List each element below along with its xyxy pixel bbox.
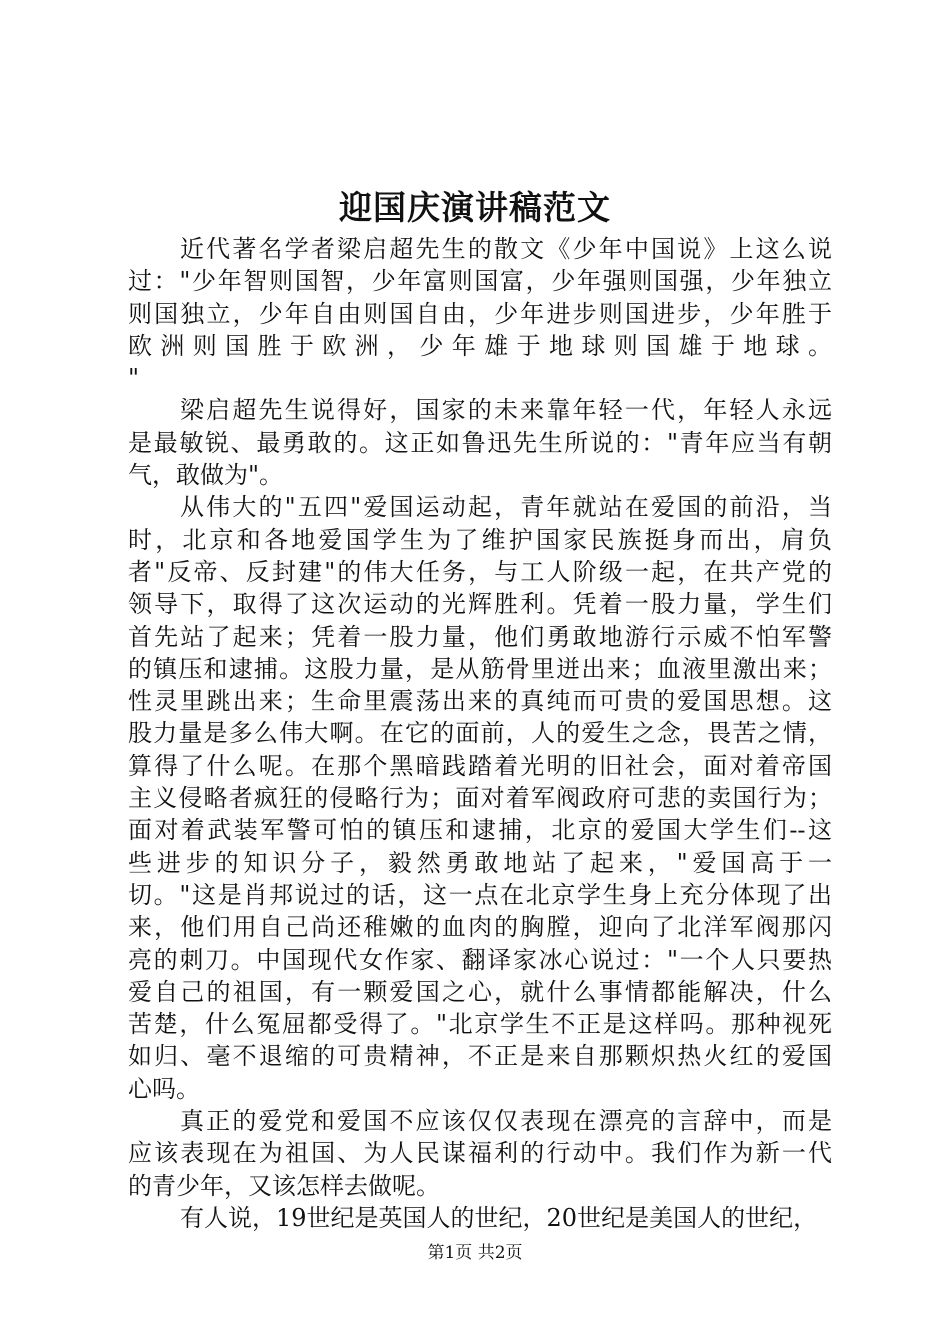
paragraph-line: 梁启超先生说得好，国家的未来靠年轻一代，年轻人永远 bbox=[180, 396, 832, 425]
paragraph-line: 些进步的知识分子，毅然勇敢地站了起来，"爱国高于一 bbox=[128, 848, 832, 877]
paragraph-line: 则国独立，少年自由则国自由，少年进步则国进步，少年胜于 bbox=[128, 299, 832, 328]
paragraph-line: 算得了什么呢。在那个黑暗践踏着光明的旧社会，面对着帝国 bbox=[128, 751, 832, 780]
paragraph-line: 来，他们用自己尚还稚嫩的血肉的胸膛，迎向了北洋军阀那闪 bbox=[128, 913, 832, 942]
paragraph-line: 真正的爱党和爱国不应该仅仅表现在漂亮的言辞中，而是 bbox=[180, 1107, 832, 1136]
paragraph-line: 首先站了起来；凭着一股力量，他们勇敢地游行示威不怕军警 bbox=[128, 622, 832, 651]
paragraph-line: 时，北京和各地爱国学生为了维护国家民族挺身而出，肩负 bbox=[128, 525, 832, 554]
paragraph-line: 苦楚，什么冤屈都受得了。"北京学生不正是这样吗。那种视死 bbox=[128, 1010, 832, 1039]
paragraph-line: " bbox=[128, 364, 140, 393]
paragraph-line: 气，敢做为"。 bbox=[128, 461, 284, 490]
paragraph-line: 者"反帝、反封建"的伟大任务，与工人阶级一起，在共产党的 bbox=[128, 557, 832, 586]
paragraph-line: 爱自己的祖国，有一颗爱国之心，就什么事情都能解决，什么 bbox=[128, 977, 832, 1006]
paragraph-line: 领导下，取得了这次运动的光辉胜利。凭着一股力量，学生们 bbox=[128, 590, 832, 619]
paragraph-line: 面对着武装军警可怕的镇压和逮捕，北京的爱国大学生们--这 bbox=[128, 816, 832, 845]
paragraph-line: 性灵里跳出来；生命里震荡出来的真纯而可贵的爱国思想。这 bbox=[128, 687, 832, 716]
paragraph-line: 过："少年智则国智，少年富则国富，少年强则国强，少年独立 bbox=[128, 267, 832, 296]
paragraph-line: 近代著名学者梁启超先生的散文《少年中国说》上这么说 bbox=[180, 235, 832, 263]
page-footer: 第1页 共2页 bbox=[427, 1243, 523, 1263]
paragraph-line: 从伟大的"五四"爱国运动起，青年就站在爱国的前沿，当 bbox=[180, 493, 832, 522]
paragraph-line: 的镇压和逮捕。这股力量，是从筋骨里迸出来；血液里激出来； bbox=[128, 654, 832, 683]
paragraph bbox=[128, 233, 832, 394]
paragraph-line: 有人说，19世纪是英国人的世纪，20世纪是美国人的世纪， bbox=[180, 1203, 818, 1232]
paragraph-line: 应该表现在为祖国、为人民谋福利的行动中。我们作为新一代 bbox=[128, 1139, 832, 1168]
paragraph bbox=[128, 1105, 832, 1202]
paragraph-line: 欧洲则国胜于欧洲，少年雄于地球则国雄于地球。 bbox=[128, 331, 832, 360]
paragraph-line: 亮的刺刀。中国现代女作家、翻译家冰心说过："一个人只要热 bbox=[128, 945, 832, 974]
paragraph-line: 股力量是多么伟大啊。在它的面前，人的爱生之念，畏苦之情， bbox=[128, 719, 832, 748]
paragraph-line: 主义侵略者疯狂的侵略行为；面对着军阀政府可悲的卖国行为； bbox=[128, 784, 832, 813]
paragraph-line: 是最敏锐、最勇敢的。这正如鲁迅先生所说的："青年应当有朝 bbox=[128, 428, 832, 457]
document-title: 迎国庆演讲稿范文 bbox=[339, 188, 611, 227]
paragraph bbox=[128, 394, 832, 491]
paragraph-line: 的青少年，又该怎样去做呢。 bbox=[128, 1171, 440, 1200]
paragraph-line: 心吗。 bbox=[128, 1074, 200, 1103]
paragraph-line: 切。"这是肖邦说过的话，这一点在北京学生身上充分体现了出 bbox=[128, 880, 832, 909]
paragraph bbox=[128, 1202, 832, 1234]
document-body bbox=[128, 233, 832, 1234]
paragraph bbox=[128, 491, 832, 1105]
paragraph-line: 如归、毫不退缩的可贵精神，不正是来自那颗炽热火红的爱国 bbox=[128, 1042, 832, 1071]
